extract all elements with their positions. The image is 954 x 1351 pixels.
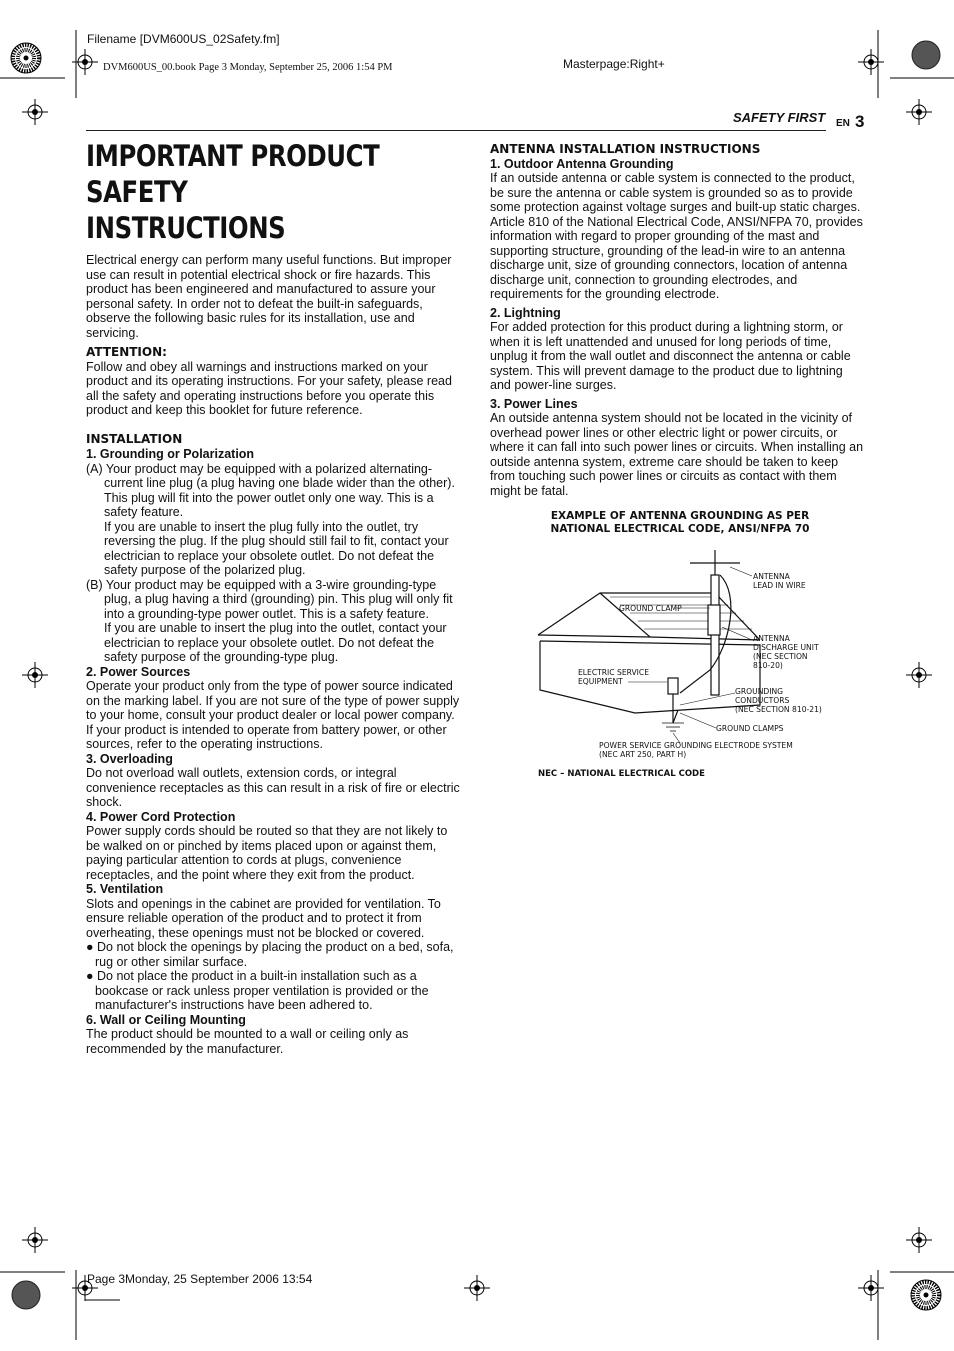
mounting-heading: 6. Wall or Ceiling Mounting [86,1012,246,1027]
label-conductors-1: GROUNDING [735,687,784,696]
label-ground-clamps: GROUND CLAMPS [716,724,784,733]
mounting-paragraph: The product should be mounted to a wall or ceiling only as recommended by the manufacturer. [86,1027,409,1056]
masterpage-stamp: Masterpage:Right+ [563,57,665,71]
label-electrode-1: POWER SERVICE GROUNDING ELECTRODE SYSTEM [599,741,793,750]
label-electrode-2: (NEC ART 250, PART H) [599,750,687,759]
ventilation-heading: 5. Ventilation [86,882,164,896]
discharge-unit [708,605,720,635]
label-discharge-1: ANTENNA [753,634,790,643]
label-service-1: ELECTRIC SERVICE [578,668,650,677]
header-rule [86,130,826,131]
intro-paragraph: Electrical energy can perform many useful functions. But improper use can result in potential electrical shock or fire hazards. This product has been engineered and manufactured to assure your personal safety. In order not to defeat the built-in safeguards, observe the following basic rules for its installation, use and servicing. [86,253,452,340]
grounding-item-a-note: If you are unable to insert the plug fully into the outlet, try reversing the plug. If the plug should still fail to fit, contact your electrician to replace your obsolete outlet. Do not defeat the safety purpose of the polarized plug. [104,519,449,577]
power-cord-heading: 4. Power Cord Protection [86,809,236,824]
lightning-paragraph: For added protection for this product during a lightning storm, or when it is left unattended and unused for long periods of time, unplug it from the wall outlet and disconnect the antenna or cable system. This will prevent damage to the product due to lightning and power-line surges. [490,320,851,392]
grounding-heading: 1. Grounding or Polarization [86,447,255,461]
label-lead-in-wire: LEAD IN WIRE [753,581,806,590]
ventilation-paragraph: Slots and openings in the cabinet are provided for ventilation. To ensure reliable operation of the product and to protect it from overheating, these openings must not be blocked or covered. [86,896,441,940]
grounding-item-a: (A) Your product may be equipped with a polarized alternating-current line plug (a plug having one blade wider than the other). This plug will fit into the power outlet only one way. This is a safety feature. [86,461,455,519]
label-conductors-2: CONDUCTORS [735,696,790,705]
right-column [490,142,866,498]
power-sources-heading: 2. Power Sources [86,664,191,679]
diagram-footnote: NEC – NATIONAL ELECTRICAL CODE [538,769,705,779]
overloading-heading: 3. Overloading [86,751,173,766]
page-title: IMPORTANT PRODUCT SAFETY INSTRUCTIONS [86,139,380,245]
house-roof-outline [538,593,760,640]
left-column [86,138,462,1056]
label-discharge-3: (NEC SECTION [753,652,808,661]
installation-heading: INSTALLATION [86,431,183,446]
power-cord-paragraph: Power supply cords should be routed so that they are not likely to be walked on or pinched by items placed upon or against them, paying particular attention to cords at plugs, convenience receptacles, and the point where they exit from the product. [86,824,448,882]
label-discharge-2: DISCHARGE UNIT [753,643,819,652]
overloading-paragraph: Do not overload wall outlets, extension cords, or integral convenience receptacles as this can result in a risk of fire or electric shock. [86,766,460,809]
ventilation-bullet-2: ● Do not place the product in a built-in installation such as a bookcase or rack unless proper ventilation is provided or the manufacturer's instructions have been adhered to. [86,969,429,1012]
attention-heading: ATTENTION: [86,345,167,359]
ventilation-bullet-1: ● Do not block the openings by placing the product on a bed, sofa, rug or other similar surface. [86,940,454,969]
power-lines-heading: 3. Power Lines [490,396,578,411]
outdoor-grounding-heading: 1. Outdoor Antenna Grounding [490,156,674,171]
antenna-heading: ANTENNA INSTALLATION INSTRUCTIONS [490,142,761,156]
label-antenna: ANTENNA [753,572,790,581]
grounding-conductor [673,694,678,723]
running-header-section: SAFETY FIRST [733,110,826,125]
lightning-heading: 2. Lightning [490,305,561,320]
page-number: 3 [855,112,865,131]
language-tag: EN [836,118,850,129]
footer-stamp: Page 3Monday, 25 September 2006 13:54 [87,1272,313,1286]
outdoor-grounding-paragraph: If an outside antenna or cable system is connected to the product, be sure the antenna or cable system is grounded so as to provide some protection against voltage surges and built-up static charges. Article 810 of the National Electrical Code, ANSI/NFPA 70, provides information with regard to proper grounding of the mast and supporting structure, grounding of the lead-in wire to an antenna discharge unit, size of grounding connectors, location of antenna discharge unit, connection to grounding electrodes, and requirements for the grounding electrode. [490,171,863,301]
label-discharge-4: 810-20) [753,661,783,670]
diagram-title: EXAMPLE OF ANTENNA GROUNDING AS PER NATIONAL ELECTRICAL CODE, ANSI/NFPA 70 [550,510,810,535]
house-walls [540,641,760,713]
house-roof-ridge [600,593,650,637]
label-service-2: EQUIPMENT [578,677,623,686]
book-info-stamp: DVM600US_00.book Page 3 Monday, September 25, 2006 1:54 PM [103,62,393,73]
antenna-grounding-diagram [530,545,840,765]
filename-stamp: Filename [DVM600US_02Safety.fm] [87,32,280,46]
power-sources-paragraph: Operate your product only from the type of power source indicated on the marking label. If you are not sure of the type of power supply to your home, consult your product dealer or local power company. If your product is intended to operate from battery power, or other sources, refer to the operating instructions. [86,679,460,751]
grounding-item-b-note: If you are unable to insert the plug into the outlet, contact your electrician to replace your obsolete outlet. Do not defeat the safety purpose of the grounding-type plug. [104,621,447,664]
grounding-item-b: (B) Your product may be equipped with a 3-wire grounding-type plug, a plug having a third (grounding) pin. This plug will only fit into a grounding-type power outlet. This is a safety feature. [86,577,453,621]
label-conductors-3: (NEC SECTION 810-21) [735,705,822,714]
attention-paragraph: Follow and obey all warnings and instructions marked on your product and its operating instructions. For your safety, please read all the safety and operating instructions before you operate this product and keep this booklet for future reference. [86,359,452,417]
service-box [668,678,678,694]
power-lines-paragraph: An outside antenna system should not be located in the vicinity of overhead power lines or other electric light or power circuits, or where it can fall into such power lines or circuits. When installing an outside antenna system, extreme care should be taken to keep from touching such power lines or circuits as contact with them might be fatal. [490,411,864,498]
label-ground-clamp: GROUND CLAMP [619,604,682,613]
